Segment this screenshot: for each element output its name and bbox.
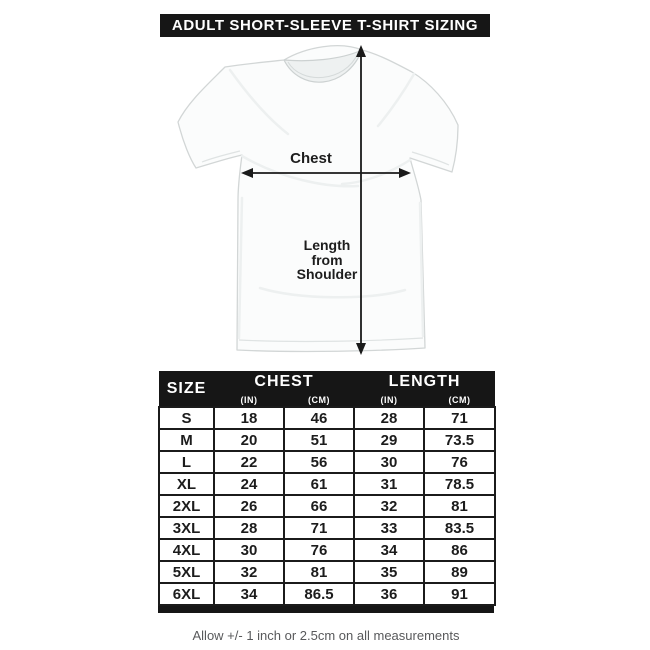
length-in-cell: 28 bbox=[354, 407, 424, 429]
length-cm-cell: 76 bbox=[424, 451, 495, 473]
chest-in-cell: 26 bbox=[214, 495, 284, 517]
length-in-cell: 30 bbox=[354, 451, 424, 473]
chest-in-cell: 24 bbox=[214, 473, 284, 495]
tshirt-body bbox=[178, 46, 458, 352]
size-cell: M bbox=[159, 429, 214, 451]
chest-cm-cell: 71 bbox=[284, 517, 354, 539]
chest-in-cell: 18 bbox=[214, 407, 284, 429]
length-in-cell: 29 bbox=[354, 429, 424, 451]
table-row bbox=[159, 407, 495, 429]
chest-cm-cell: 81 bbox=[284, 561, 354, 583]
length-cm-cell: 91 bbox=[424, 583, 495, 605]
table-bottom-bar bbox=[158, 606, 494, 613]
length-in-cell: 33 bbox=[354, 517, 424, 539]
table-row bbox=[159, 429, 495, 451]
table-row bbox=[159, 583, 495, 605]
size-cell: L bbox=[159, 451, 214, 473]
chest-cm-cell: 51 bbox=[284, 429, 354, 451]
table-row bbox=[159, 561, 495, 583]
chest-in-cell: 22 bbox=[214, 451, 284, 473]
column-header-length: LENGTH bbox=[354, 371, 495, 393]
length-in-cell: 36 bbox=[354, 583, 424, 605]
length-in-cell: 32 bbox=[354, 495, 424, 517]
column-header-size: SIZE bbox=[159, 371, 214, 407]
size-table-body bbox=[159, 407, 495, 605]
footer-note: Allow +/- 1 inch or 2.5cm on all measurements bbox=[192, 628, 460, 643]
chest-in-cell: 30 bbox=[214, 539, 284, 561]
length-in-cell: 31 bbox=[354, 473, 424, 495]
unit-label-length-in: (IN) bbox=[354, 393, 424, 407]
tshirt-figure bbox=[150, 38, 500, 360]
chest-cm-cell: 86.5 bbox=[284, 583, 354, 605]
size-cell: 2XL bbox=[159, 495, 214, 517]
length-cm-cell: 81 bbox=[424, 495, 495, 517]
length-from-shoulder-label: Length from Shoulder bbox=[296, 237, 358, 282]
chest-label: Chest bbox=[290, 150, 332, 167]
table-row bbox=[159, 495, 495, 517]
chest-in-cell: 20 bbox=[214, 429, 284, 451]
size-chart bbox=[158, 371, 494, 613]
length-in-cell: 35 bbox=[354, 561, 424, 583]
chest-in-cell: 34 bbox=[214, 583, 284, 605]
size-cell: 3XL bbox=[159, 517, 214, 539]
length-cm-cell: 89 bbox=[424, 561, 495, 583]
table-row bbox=[159, 517, 495, 539]
length-cm-cell: 86 bbox=[424, 539, 495, 561]
table-row bbox=[159, 539, 495, 561]
size-cell: S bbox=[159, 407, 214, 429]
chest-in-cell: 28 bbox=[214, 517, 284, 539]
table-row bbox=[159, 451, 495, 473]
chest-cm-cell: 76 bbox=[284, 539, 354, 561]
column-header-chest: CHEST bbox=[214, 371, 354, 393]
size-table-header bbox=[159, 371, 495, 407]
length-cm-cell: 83.5 bbox=[424, 517, 495, 539]
size-cell: 6XL bbox=[159, 583, 214, 605]
size-cell: 5XL bbox=[159, 561, 214, 583]
length-cm-cell: 71 bbox=[424, 407, 495, 429]
size-table bbox=[158, 371, 496, 606]
page-title: ADULT SHORT-SLEEVE T-SHIRT SIZING bbox=[160, 14, 490, 37]
chest-cm-cell: 56 bbox=[284, 451, 354, 473]
chest-in-cell: 32 bbox=[214, 561, 284, 583]
size-cell: XL bbox=[159, 473, 214, 495]
table-row bbox=[159, 473, 495, 495]
length-cm-cell: 78.5 bbox=[424, 473, 495, 495]
size-cell: 4XL bbox=[159, 539, 214, 561]
tshirt-diagram-icon bbox=[150, 38, 500, 360]
chest-cm-cell: 46 bbox=[284, 407, 354, 429]
unit-label-chest-cm: (CM) bbox=[284, 393, 354, 407]
length-cm-cell: 73.5 bbox=[424, 429, 495, 451]
unit-label-chest-in: (IN) bbox=[214, 393, 284, 407]
chest-cm-cell: 61 bbox=[284, 473, 354, 495]
length-in-cell: 34 bbox=[354, 539, 424, 561]
unit-label-length-cm: (CM) bbox=[424, 393, 495, 407]
chest-cm-cell: 66 bbox=[284, 495, 354, 517]
